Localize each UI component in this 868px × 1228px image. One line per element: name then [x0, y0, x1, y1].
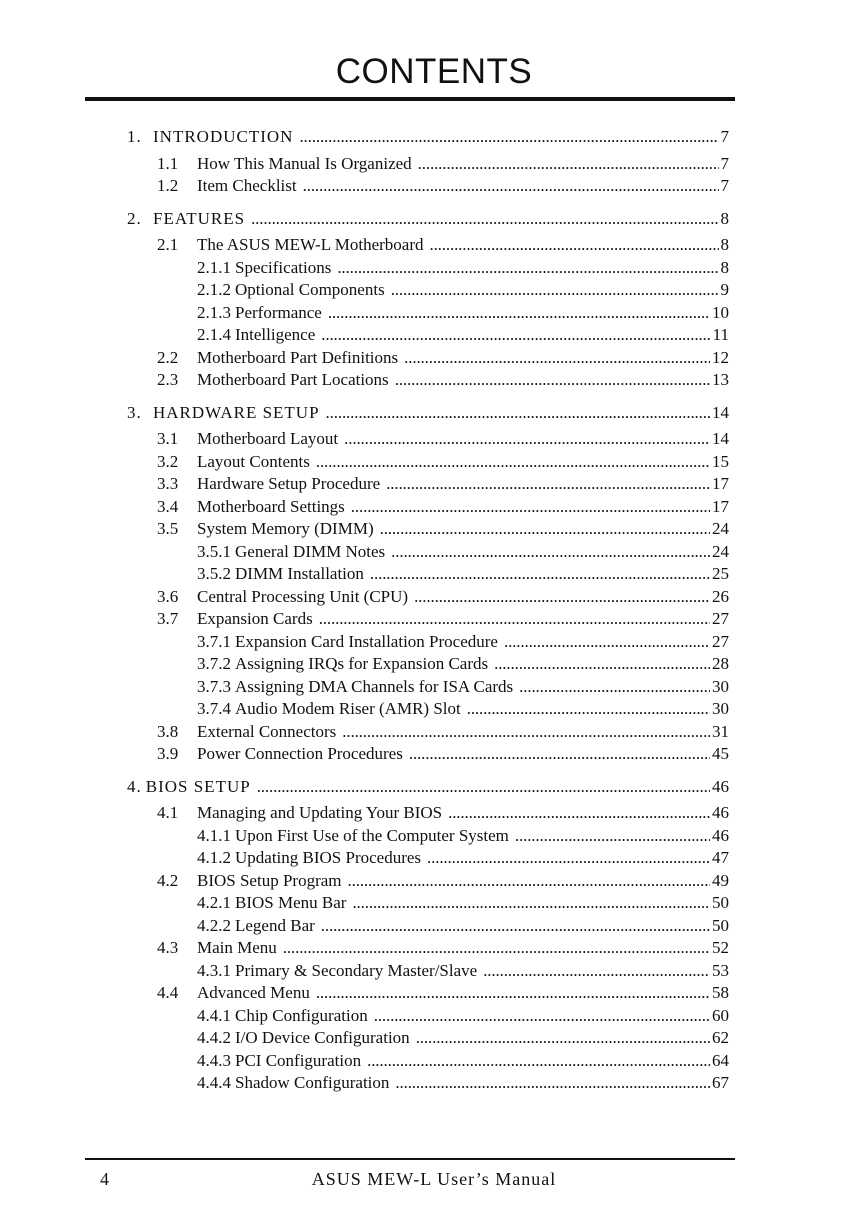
- toc-leader-dots: [427, 847, 710, 870]
- toc-number: 4.1: [157, 803, 179, 822]
- toc-number: 3.3: [157, 474, 179, 493]
- toc-page-number: 50: [712, 893, 729, 912]
- toc-number: 2.3: [157, 370, 179, 389]
- toc-number: 3.7: [157, 609, 179, 628]
- toc-leader-dots: [416, 1027, 710, 1050]
- toc-number: 4.2.1: [197, 893, 231, 912]
- toc-number: 3.8: [157, 721, 179, 741]
- toc-title: BIOS Setup Program: [197, 870, 342, 890]
- toc-number: 3.9: [157, 744, 179, 763]
- toc-subsection[interactable]: [0, 960, 729, 983]
- toc-title: External Connectors: [197, 721, 337, 741]
- toc-page-number: 17: [712, 474, 729, 493]
- toc-leader-dots: [342, 721, 710, 744]
- toc-page-number: 13: [712, 370, 729, 389]
- toc-number: 3.7.1: [197, 631, 231, 651]
- toc-page-number: 11: [712, 325, 729, 344]
- toc-leader-dots: [374, 1005, 710, 1028]
- toc-title: Layout Contents: [197, 451, 310, 471]
- toc-page-number: 7: [720, 153, 729, 173]
- toc-title: Motherboard Part Definitions: [197, 347, 399, 367]
- toc-leader-dots: [337, 257, 718, 280]
- toc-leader-dots: [418, 153, 719, 176]
- toc-title: General DIMM Notes: [235, 541, 386, 561]
- toc-number: 4.2: [157, 870, 179, 890]
- toc-title: Chip Configuration: [235, 1005, 368, 1025]
- toc-leader-dots: [299, 126, 718, 149]
- toc-section[interactable]: [0, 234, 729, 257]
- toc-page-number: 26: [712, 586, 729, 606]
- toc-leader-dots: [391, 279, 719, 302]
- toc-leader-dots: [467, 698, 710, 721]
- toc-subsection[interactable]: [0, 825, 729, 848]
- table-of-contents: [0, 123, 868, 1095]
- toc-page-number: 58: [712, 983, 729, 1002]
- toc-subsection[interactable]: [0, 676, 729, 699]
- toc-number: 3.4: [157, 496, 179, 516]
- toc-number: 4.2.2: [197, 915, 231, 935]
- toc-section[interactable]: [0, 473, 729, 496]
- toc-title: I/O Device Configuration: [235, 1028, 410, 1047]
- toc-leader-dots: [515, 825, 710, 848]
- toc-number: 3.1: [157, 429, 179, 448]
- toc-subsection[interactable]: [0, 1050, 729, 1073]
- toc-leader-dots: [321, 915, 710, 938]
- toc-leader-dots: [429, 234, 718, 257]
- toc-subsection[interactable]: [0, 892, 729, 915]
- toc-title: Upon First Use of the Computer System: [235, 825, 509, 845]
- toc-page-number: 46: [712, 776, 729, 796]
- toc-leader-dots: [414, 586, 710, 609]
- toc-subsection[interactable]: [0, 698, 729, 721]
- footer-page-number: 4: [100, 1169, 109, 1189]
- header-rule: [85, 97, 735, 101]
- toc-page-number: 9: [720, 280, 729, 299]
- toc-subsection[interactable]: [0, 302, 729, 325]
- toc-subsection[interactable]: [0, 563, 729, 586]
- toc-page-number: 46: [712, 825, 729, 845]
- toc-title: INTRODUCTION: [153, 127, 294, 146]
- toc-subsection[interactable]: [0, 541, 729, 564]
- toc-leader-dots: [494, 653, 710, 676]
- toc-title: Intelligence: [235, 325, 316, 344]
- toc-chapter[interactable]: [0, 208, 729, 231]
- toc-page-number: 24: [712, 541, 729, 561]
- toc-number: 3.6: [157, 586, 179, 606]
- toc-title: Power Connection Procedures: [197, 744, 403, 763]
- toc-number: 1.2: [157, 176, 179, 195]
- toc-page-number: 17: [712, 496, 729, 516]
- toc-section[interactable]: [0, 802, 729, 825]
- toc-leader-dots: [328, 302, 710, 325]
- toc-number: 3.7.3: [197, 676, 231, 696]
- toc-page-number: 12: [712, 347, 729, 367]
- toc-title: BIOS SETUP: [145, 776, 251, 796]
- toc-title: System Memory (DIMM): [197, 519, 374, 538]
- toc-page-number: 28: [712, 654, 729, 673]
- toc-page-number: 46: [712, 803, 729, 822]
- toc-title: How This Manual Is Organized: [197, 153, 412, 173]
- toc-page-number: 45: [712, 744, 729, 763]
- toc-section[interactable]: [0, 982, 729, 1005]
- toc-subsection[interactable]: [0, 257, 729, 280]
- toc-title: Primary & Secondary Master/Slave: [235, 960, 478, 980]
- toc-number: 4.4.3: [197, 1050, 231, 1070]
- toc-page-number: 8: [720, 257, 729, 277]
- toc-page-number: 14: [712, 429, 729, 448]
- toc-leader-dots: [367, 1050, 710, 1073]
- toc-leader-dots: [395, 1072, 710, 1095]
- toc-page-number: 62: [712, 1028, 729, 1047]
- toc-number: 1.: [127, 127, 142, 146]
- toc-leader-dots: [283, 937, 710, 960]
- toc-title: Managing and Updating Your BIOS: [197, 803, 443, 822]
- toc-leader-dots: [391, 541, 710, 564]
- toc-title: Performance: [235, 302, 322, 322]
- toc-section[interactable]: [0, 428, 729, 451]
- toc-subsection[interactable]: [0, 279, 729, 302]
- toc-page-number: 27: [712, 609, 729, 628]
- footer-rule: [85, 1158, 735, 1160]
- toc-title: Motherboard Part Locations: [197, 370, 389, 389]
- toc-number: 2.2: [157, 347, 179, 367]
- toc-leader-dots: [348, 870, 711, 893]
- toc-page-number: 7: [720, 176, 729, 195]
- toc-number: 2.1.3: [197, 302, 231, 322]
- toc-number: 3.: [127, 402, 142, 422]
- toc-page-number: 60: [712, 1005, 729, 1025]
- toc-leader-dots: [321, 324, 710, 347]
- toc-subsection[interactable]: [0, 631, 729, 654]
- toc-section[interactable]: [0, 870, 729, 893]
- toc-title: Audio Modem Riser (AMR) Slot: [235, 699, 461, 718]
- toc-leader-dots: [344, 428, 710, 451]
- toc-title: Hardware Setup Procedure: [197, 474, 381, 493]
- toc-page-number: 14: [712, 402, 729, 422]
- toc-title: Updating BIOS Procedures: [235, 848, 422, 867]
- toc-title: Legend Bar: [235, 915, 315, 935]
- toc-number: 1.1: [157, 153, 179, 173]
- toc-subsection[interactable]: [0, 324, 729, 347]
- toc-number: 4.3: [157, 938, 179, 957]
- toc-subsection[interactable]: [0, 915, 729, 938]
- toc-leader-dots: [319, 608, 710, 631]
- toc-leader-dots: [519, 676, 710, 699]
- toc-title: Central Processing Unit (CPU): [197, 586, 409, 606]
- toc-subsection[interactable]: [0, 1005, 729, 1028]
- toc-page-number: 8: [720, 208, 729, 228]
- toc-title: The ASUS MEW-L Motherboard: [197, 235, 424, 254]
- toc-page-number: 8: [720, 235, 729, 254]
- toc-leader-dots: [380, 518, 710, 541]
- toc-page-number: 47: [712, 848, 729, 867]
- toc-section[interactable]: [0, 175, 729, 198]
- toc-title: Main Menu: [197, 938, 277, 957]
- toc-page-number: 24: [712, 519, 729, 538]
- toc-number: 3.7.2: [197, 654, 231, 673]
- toc-leader-dots: [257, 776, 710, 799]
- toc-title: Motherboard Layout: [197, 429, 339, 448]
- toc-section[interactable]: [0, 451, 729, 474]
- toc-leader-dots: [448, 802, 710, 825]
- footer-manual-title: ASUS MEW-L User’s Manual: [311, 1169, 557, 1189]
- toc-leader-dots: [409, 743, 710, 766]
- toc-section[interactable]: [0, 153, 729, 176]
- toc-leader-dots: [404, 347, 710, 370]
- toc-page-number: 15: [712, 451, 729, 471]
- toc-leader-dots: [370, 563, 710, 586]
- toc-page-number: 7: [720, 127, 729, 146]
- toc-section[interactable]: [0, 347, 729, 370]
- toc-number: 2.1.1: [197, 257, 231, 277]
- toc-page-number: 30: [712, 699, 729, 718]
- toc-leader-dots: [386, 473, 710, 496]
- toc-page-number: 27: [712, 631, 729, 651]
- toc-page-number: 67: [712, 1073, 729, 1092]
- toc-leader-dots: [504, 631, 710, 654]
- toc-number: 3.2: [157, 451, 179, 471]
- toc-chapter[interactable]: [0, 126, 729, 149]
- toc-subsection[interactable]: [0, 653, 729, 676]
- toc-number: 2.1.4: [197, 325, 231, 344]
- toc-page-number: 50: [712, 915, 729, 935]
- toc-title: Specifications: [235, 257, 332, 277]
- toc-leader-dots: [351, 496, 710, 519]
- page-title: CONTENTS: [335, 52, 533, 91]
- toc-title: Optional Components: [235, 280, 385, 299]
- toc-page-number: 31: [712, 721, 729, 741]
- toc-title: FEATURES: [153, 208, 246, 228]
- toc-number: 2.1: [157, 235, 179, 254]
- toc-page-number: 30: [712, 676, 729, 696]
- toc-title: HARDWARE SETUP: [153, 402, 320, 422]
- toc-number: 4.4.2: [197, 1028, 231, 1047]
- toc-number: 4.1.1: [197, 825, 231, 845]
- toc-number: 3.7.4: [197, 699, 231, 718]
- toc-title: Motherboard Settings: [197, 496, 345, 516]
- toc-title: DIMM Installation: [235, 564, 364, 583]
- toc-subsection[interactable]: [0, 1072, 729, 1095]
- toc-page-number: 25: [712, 564, 729, 583]
- toc-number: 4.: [127, 776, 142, 796]
- toc-title: Assigning DMA Channels for ISA Cards: [235, 676, 514, 696]
- toc-title: Expansion Cards: [197, 609, 313, 628]
- toc-number: 4.4.1: [197, 1005, 231, 1025]
- toc-title: PCI Configuration: [235, 1050, 362, 1070]
- toc-leader-dots: [316, 982, 710, 1005]
- toc-leader-dots: [352, 892, 710, 915]
- toc-number: 2.1.2: [197, 280, 231, 299]
- toc-leader-dots: [395, 369, 710, 392]
- toc-number: 4.4.4: [197, 1073, 231, 1092]
- toc-chapter[interactable]: [0, 402, 729, 425]
- toc-leader-dots: [251, 208, 718, 231]
- toc-title: Shadow Configuration: [235, 1073, 390, 1092]
- toc-page-number: 52: [712, 938, 729, 957]
- toc-title: Assigning IRQs for Expansion Cards: [235, 654, 489, 673]
- toc-number: 4.3.1: [197, 960, 231, 980]
- toc-title: Expansion Card Installation Procedure: [235, 631, 498, 651]
- toc-subsection[interactable]: [0, 1027, 729, 1050]
- toc-section[interactable]: [0, 496, 729, 519]
- toc-page-number: 64: [712, 1050, 729, 1070]
- toc-section[interactable]: [0, 608, 729, 631]
- toc-number: 4.1.2: [197, 848, 231, 867]
- toc-leader-dots: [326, 402, 710, 425]
- toc-section[interactable]: [0, 518, 729, 541]
- toc-subsection[interactable]: [0, 847, 729, 870]
- toc-chapter[interactable]: [0, 776, 729, 799]
- toc-number: 3.5.1: [197, 541, 231, 561]
- toc-page-number: 53: [712, 960, 729, 980]
- toc-leader-dots: [316, 451, 710, 474]
- toc-number: 2.: [127, 208, 142, 228]
- toc-title: Advanced Menu: [197, 983, 310, 1002]
- toc-leader-dots: [303, 175, 719, 198]
- toc-section[interactable]: [0, 743, 729, 766]
- toc-number: 3.5.2: [197, 564, 231, 583]
- toc-section[interactable]: [0, 721, 729, 744]
- toc-title: Item Checklist: [197, 176, 297, 195]
- toc-section[interactable]: [0, 369, 729, 392]
- toc-number: 4.4: [157, 983, 179, 1002]
- toc-page-number: 10: [712, 302, 729, 322]
- toc-section[interactable]: [0, 937, 729, 960]
- toc-title: BIOS Menu Bar: [235, 893, 347, 912]
- toc-section[interactable]: [0, 586, 729, 609]
- toc-leader-dots: [483, 960, 710, 983]
- toc-number: 3.5: [157, 519, 179, 538]
- toc-page-number: 49: [712, 870, 729, 890]
